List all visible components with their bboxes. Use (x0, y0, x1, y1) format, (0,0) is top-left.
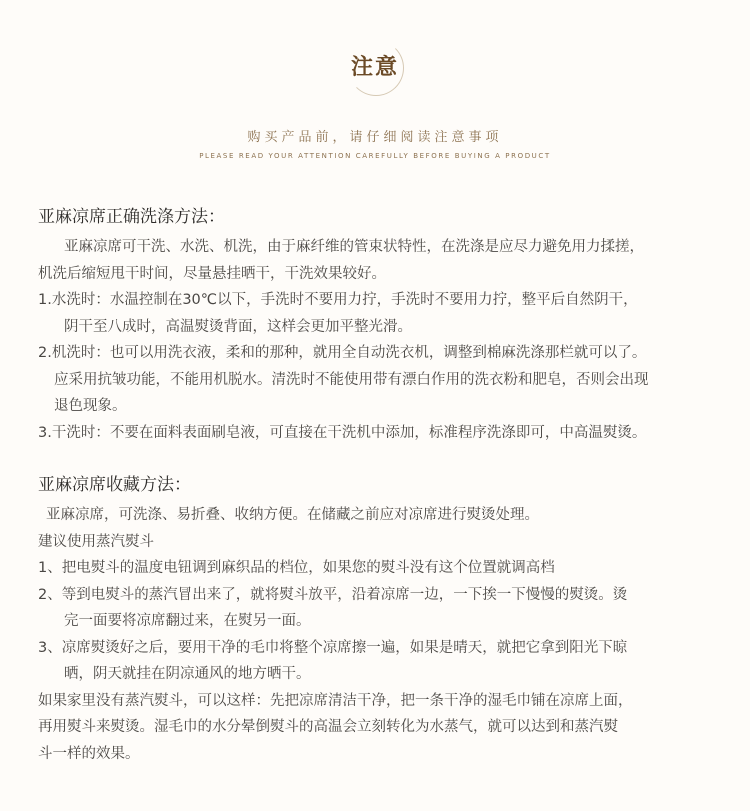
wash-section-title: 亚麻凉席正确洗涤方法： (38, 207, 225, 227)
title-emblem (340, 40, 410, 96)
wash-item-hand: 1.水洗时：水温控制在30℃以下，手洗时不要用力拧，手洗时不要用力拧，整平后自然阴干， (38, 292, 638, 308)
store-note-cont: 再用熨斗来熨烫。湿毛巾的水分晕倒熨斗的高温会立刻转化为水蒸气，就可以达到和蒸汽熨 (38, 719, 618, 735)
wash-intro-line: 亚麻凉席可干洗、水洗、机洗，由于麻纤维的管束状特性，在洗涤是应尽力避免用力揉搓， (64, 239, 644, 255)
page-title: 注意 (350, 54, 399, 80)
notice-header (0, 0, 750, 170)
store-step-2: 2、等到电熨斗的蒸汽冒出来了，就将熨斗放平，沿着凉席一边，一下挨一下慢慢的熨烫。烫 (38, 586, 628, 603)
wash-item-dry: 3.干洗时：不要在面料表面刷皂液，可直接在干洗机中添加，标准程序洗涤即可，中高温熨烫。 (38, 424, 647, 441)
wash-item-machine-cont: 应采用抗皱功能，不能用机脱水。清洗时不能使用带有漂白作用的洗衣粉和肥皂，否则会出现 (54, 371, 649, 388)
page-subtitle-english: PLEASE READ YOUR ATTENTION CAREFULLY BEFORE BUYING A PRODUCT (199, 152, 551, 160)
wash-section (38, 200, 750, 446)
section-spacer (38, 446, 750, 468)
store-section (38, 468, 750, 767)
steam-iron-heading: 建议使用蒸汽熨斗 (38, 533, 154, 550)
wash-item-machine: 2.机洗时：也可以用洗衣液，柔和的那种，就用全自动洗衣机，调整到棉麻洗涤那栏就可以了。 (38, 345, 647, 361)
store-step-1: 1、把电熨斗的温度电钮调到麻织品的档位，如果您的熨斗没有这个位置就调高档 (38, 560, 555, 576)
store-step-3-cont: 晒，阴天就挂在阴凉通风的地方晒干。 (64, 666, 311, 682)
store-note-cont: 斗一样的效果。 (38, 745, 140, 762)
wash-intro-line: 机洗后缩短甩干时间，尽量悬挂晒干，干洗效果较好。 (38, 265, 386, 282)
content-body (38, 200, 750, 767)
wash-item-machine-cont: 退色现象。 (54, 398, 127, 414)
store-step-3: 3、凉席熨烫好之后，要用干净的毛巾将整个凉席擦一遍，如果是晴天，就把它拿到阳光下晾 (38, 639, 628, 656)
store-intro: 亚麻凉席，可洗涤、易折叠、收纳方便。在储藏之前应对凉席进行熨烫处理。 (46, 507, 539, 523)
wash-item-hand-cont: 阴干至八成时，高温熨烫背面，这样会更加平整光滑。 (64, 318, 412, 335)
store-section-title: 亚麻凉席收藏方法： (38, 475, 191, 495)
store-note: 如果家里没有蒸汽熨斗，可以这样：先把凉席清洁干净，把一条干净的湿毛巾铺在凉席上面， (38, 692, 633, 709)
page-subtitle: 购买产品前，请仔细阅读注意事项 (247, 130, 503, 145)
store-step-2-cont: 完一面要将凉席翻过来，在熨另一面。 (64, 613, 311, 629)
